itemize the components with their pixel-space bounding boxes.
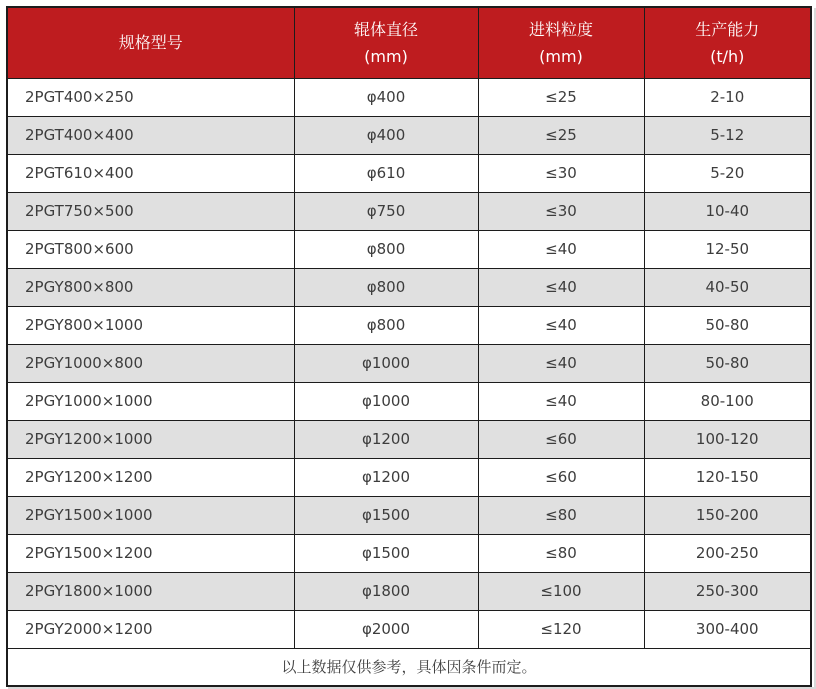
table-row xyxy=(7,78,811,116)
header-cell-roller-diameter xyxy=(294,7,478,78)
model-cell: 2PGY1200×1200 xyxy=(7,458,294,496)
model-cell: 2PGT610×400 xyxy=(7,154,294,192)
footer-note: 以上数据仅供参考，具体因条件而定。 xyxy=(7,648,811,686)
roller-diameter-cell: φ1500 xyxy=(294,534,478,572)
roller-diameter-cell: φ1000 xyxy=(294,382,478,420)
model-cell: 2PGY1500×1000 xyxy=(7,496,294,534)
footer-row xyxy=(7,648,811,686)
capacity-cell: 300-400 xyxy=(644,610,811,648)
table-row xyxy=(7,344,811,382)
header-cell-model xyxy=(7,7,294,78)
header-capacity-label: 生产能力 xyxy=(695,19,760,39)
table-row xyxy=(7,116,811,154)
table-row xyxy=(7,610,811,648)
roller-diameter-cell: φ1500 xyxy=(294,496,478,534)
model-cell: 2PGY1500×1200 xyxy=(7,534,294,572)
model-cell: 2PGY800×1000 xyxy=(7,306,294,344)
capacity-cell: 5-20 xyxy=(644,154,811,192)
roller-diameter-cell: φ1000 xyxy=(294,344,478,382)
capacity-cell: 80-100 xyxy=(644,382,811,420)
model-cell: 2PGY1000×1000 xyxy=(7,382,294,420)
feed-size-cell: ≤60 xyxy=(478,458,644,496)
table-row xyxy=(7,420,811,458)
table-body xyxy=(7,78,811,648)
feed-size-cell: ≤40 xyxy=(478,306,644,344)
model-cell: 2PGY1800×1000 xyxy=(7,572,294,610)
capacity-cell: 5-12 xyxy=(644,116,811,154)
roller-diameter-cell: φ400 xyxy=(294,116,478,154)
capacity-cell: 200-250 xyxy=(644,534,811,572)
feed-size-cell: ≤80 xyxy=(478,534,644,572)
header-cell-feed-size xyxy=(478,7,644,78)
spec-table xyxy=(6,6,812,687)
capacity-cell: 2-10 xyxy=(644,78,811,116)
table-row xyxy=(7,572,811,610)
model-cell: 2PGY800×800 xyxy=(7,268,294,306)
table-row xyxy=(7,192,811,230)
roller-diameter-cell: φ610 xyxy=(294,154,478,192)
table-row xyxy=(7,268,811,306)
header-feed-unit: (mm) xyxy=(539,46,583,66)
header-feed-label: 进料粒度 xyxy=(528,19,593,39)
model-cell: 2PGT800×600 xyxy=(7,230,294,268)
roller-diameter-cell: φ1800 xyxy=(294,572,478,610)
model-cell: 2PGY1200×1000 xyxy=(7,420,294,458)
model-cell: 2PGY2000×1200 xyxy=(7,610,294,648)
table-row xyxy=(7,496,811,534)
capacity-cell: 12-50 xyxy=(644,230,811,268)
header-model-label: 规格型号 xyxy=(118,33,183,53)
capacity-cell: 120-150 xyxy=(644,458,811,496)
header-diameter-label: 辊体直径 xyxy=(353,19,418,39)
feed-size-cell: ≤40 xyxy=(478,344,644,382)
roller-diameter-cell: φ400 xyxy=(294,78,478,116)
capacity-cell: 100-120 xyxy=(644,420,811,458)
header-capacity-unit: (t/h) xyxy=(710,46,745,66)
capacity-cell: 250-300 xyxy=(644,572,811,610)
capacity-cell: 150-200 xyxy=(644,496,811,534)
feed-size-cell: ≤30 xyxy=(478,154,644,192)
feed-size-cell: ≤100 xyxy=(478,572,644,610)
roller-diameter-cell: φ1200 xyxy=(294,458,478,496)
header-cell-capacity xyxy=(644,7,811,78)
roller-diameter-cell: φ1200 xyxy=(294,420,478,458)
capacity-cell: 50-80 xyxy=(644,344,811,382)
table-row xyxy=(7,230,811,268)
roller-diameter-cell: φ800 xyxy=(294,268,478,306)
model-cell: 2PGT400×400 xyxy=(7,116,294,154)
roller-diameter-cell: φ2000 xyxy=(294,610,478,648)
table-row xyxy=(7,458,811,496)
capacity-cell: 50-80 xyxy=(644,306,811,344)
capacity-cell: 40-50 xyxy=(644,268,811,306)
feed-size-cell: ≤80 xyxy=(478,496,644,534)
feed-size-cell: ≤60 xyxy=(478,420,644,458)
header-diameter-unit: (mm) xyxy=(364,46,408,66)
model-cell: 2PGT750×500 xyxy=(7,192,294,230)
capacity-cell: 10-40 xyxy=(644,192,811,230)
table-row xyxy=(7,306,811,344)
roller-diameter-cell: φ800 xyxy=(294,306,478,344)
feed-size-cell: ≤120 xyxy=(478,610,644,648)
model-cell: 2PGY1000×800 xyxy=(7,344,294,382)
roller-diameter-cell: φ750 xyxy=(294,192,478,230)
table-row xyxy=(7,382,811,420)
feed-size-cell: ≤30 xyxy=(478,192,644,230)
feed-size-cell: ≤40 xyxy=(478,268,644,306)
feed-size-cell: ≤40 xyxy=(478,230,644,268)
feed-size-cell: ≤40 xyxy=(478,382,644,420)
feed-size-cell: ≤25 xyxy=(478,116,644,154)
model-cell: 2PGT400×250 xyxy=(7,78,294,116)
feed-size-cell: ≤25 xyxy=(478,78,644,116)
roller-diameter-cell: φ800 xyxy=(294,230,478,268)
header-row xyxy=(7,7,811,78)
table-row xyxy=(7,154,811,192)
table-row xyxy=(7,534,811,572)
